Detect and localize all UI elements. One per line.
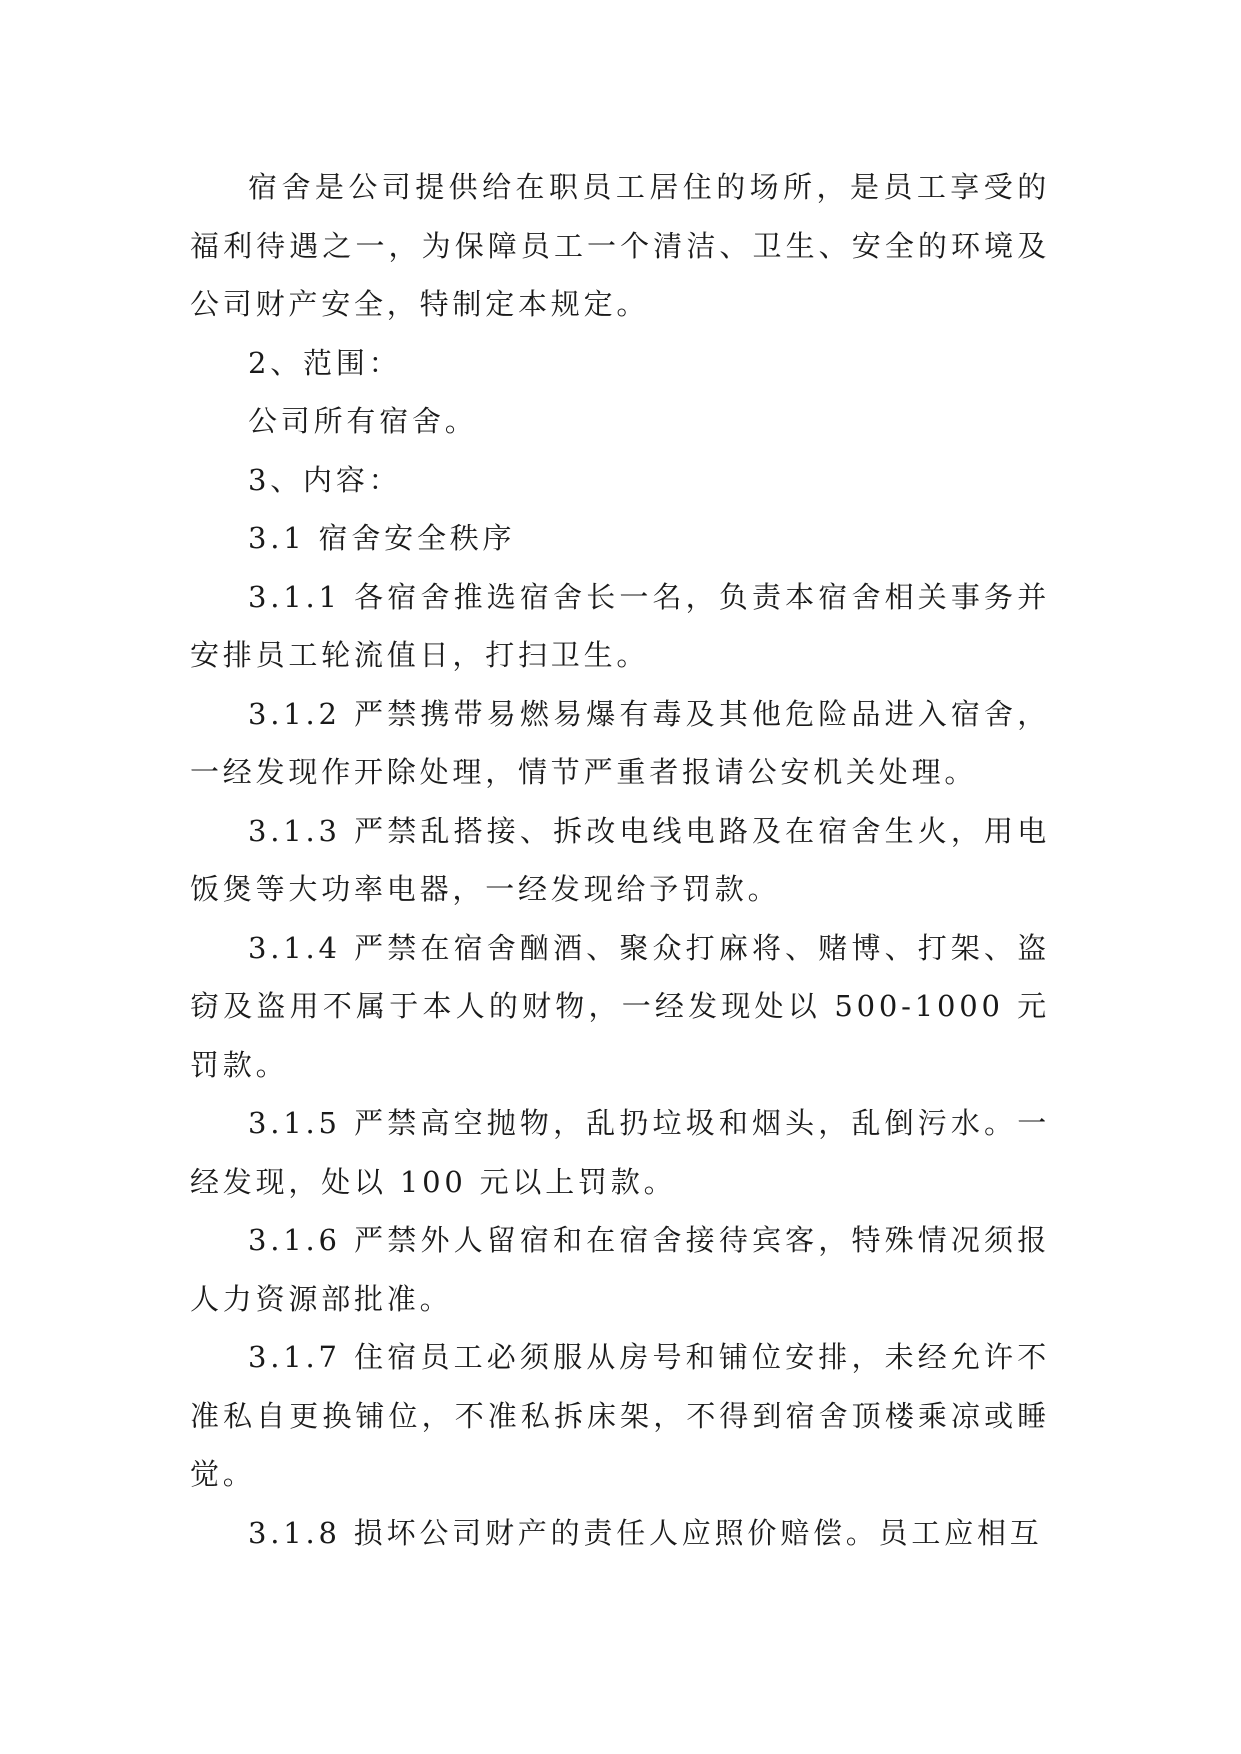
- rule-3-1-6: 3.1.6 严禁外人留宿和在宿舍接待宾客，特殊情况须报人力资源部批准。: [190, 1223, 1050, 1316]
- rule-3-1-2: 3.1.2 严禁携带易燃易爆有毒及其他危险品进入宿舍，一经发现作开除处理，情节严重者报请公安机关处理。: [190, 696, 1050, 789]
- rule-3-1-1: 3.1.1 各宿舍推选宿舍长一名，负责本宿舍相关事务并安排员工轮流值日，打扫卫生。: [190, 579, 1050, 672]
- rule-3-1-4: 3.1.4 严禁在宿舍酗酒、聚众打麻将、赌博、打架、盗窃及盗用不属于本人的财物，一经发现处以 500-1000 元罚款。: [190, 930, 1050, 1082]
- subsection-heading-3-1: 3.1 宿舍安全秩序: [248, 521, 516, 555]
- section-heading-scope: 2、范围：: [248, 345, 402, 380]
- document-body: [190, 158, 1050, 1562]
- rule-3-1-8: 3.1.8 损坏公司财产的责任人应照价赔偿。员工应相互: [248, 1515, 1043, 1550]
- paragraph-scope: 公司所有宿舍。: [248, 404, 478, 438]
- rule-3-1-5: 3.1.5 严禁高空抛物，乱扔垃圾和烟头，乱倒污水。一经发现，处以 100 元以上罚款。: [190, 1106, 1050, 1199]
- paragraph-intro: 宿舍是公司提供给在职员工居住的场所，是员工享受的福利待遇之一，为保障员工一个清洁、卫生、安全的环境及公司财产安全，特制定本规定。: [190, 170, 1050, 321]
- rule-3-1-3: 3.1.3 严禁乱搭接、拆改电线电路及在宿舍生火，用电饭煲等大功率电器，一经发现给予罚款。: [190, 813, 1050, 906]
- section-heading-content: 3、内容：: [248, 462, 402, 497]
- rule-3-1-7: 3.1.7 住宿员工必须服从房号和铺位安排，未经允许不准私自更换铺位，不准私拆床架，不得到宿舍顶楼乘凉或睡觉。: [190, 1340, 1050, 1491]
